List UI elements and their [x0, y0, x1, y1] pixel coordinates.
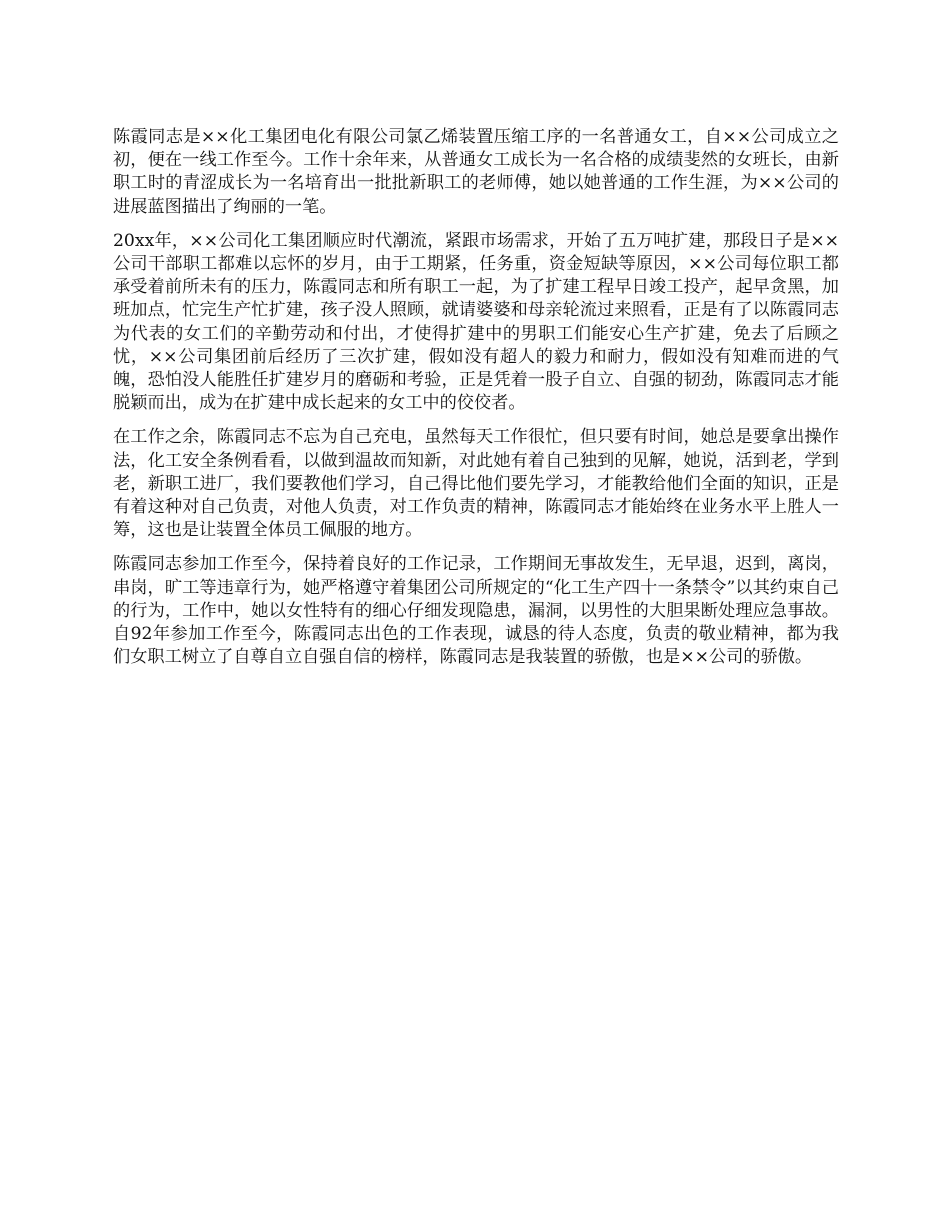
paragraph-4: 陈霞同志参加工作至今，保持着良好的工作记录，工作期间无事故发生，无早退，迟到，离岗，串岗，旷工等违章行为，她严格遵守着集团公司所规定的“化工生产四十一条禁令”以其约束自己的行为，工作中，她以女性特有的细心仔细发现隐患，漏洞，以男性的大胆果断处理应急事故。自92年参加工作至今，陈霞同志出色的工作表现，诚恳的待人态度，负责的敬业精神，都为我们女职工树立了自尊自立自强自信的榜样，陈霞同志是我装置的骄傲，也是××公司的骄傲。 [113, 554, 839, 668]
paragraph-1: 陈霞同志是××化工集团电化有限公司氯乙烯装置压缩工序的一名普通女工，自××公司成立之初，便在一线工作至今。工作十余年来，从普通女工成长为一名合格的成绩斐然的女班长，由新职工时的青涩成长为一名培育出一批批新职工的老师傅，她以她普通的工作生涯，为××公司的进展蓝图描出了绚丽的一笔。 [113, 127, 839, 217]
document-body [113, 126, 839, 680]
paragraph-2: 20xx年，××公司化工集团顺应时代潮流，紧跟市场需求，开始了五万吨扩建，那段日子是××公司干部职工都难以忘怀的岁月，由于工期紧，任务重，资金短缺等原因，××公司每位职工都承受着前所未有的压力，陈霞同志和所有职工一起，为了扩建工程早日竣工投产，起早贪黑，加班加点，忙完生产忙扩建，孩子没人照顾，就请婆婆和母亲轮流过来照看，正是有了以陈霞同志为代表的女工们的辛勤劳动和付出，才使得扩建中的男职工们能安心生产扩建，免去了后顾之忧，××公司集团前后经历了三次扩建，假如没有超人的毅力和耐力，假如没有知难而进的气魄，恐怕没人能胜任扩建岁月的磨砺和考验，正是凭着一股子自立、自强的韧劲，陈霞同志才能脱颖而出，成为在扩建中成长起来的女工中的佼佼者。 [113, 230, 839, 414]
paragraph-3: 在工作之余，陈霞同志不忘为自己充电，虽然每天工作很忙，但只要有时间，她总是要拿出操作法，化工安全条例看看，以做到温故而知新，对此她有着自己独到的见解，她说，活到老，学到老，新职工进厂，我们要教他们学习，自己得比他们要先学习，才能教给他们全面的知识，正是有着这种对自己负责，对他人负责，对工作负责的精神，陈霞同志才能始终在业务水平上胜人一筹，这也是让装置全体员工佩服的地方。 [113, 427, 839, 541]
